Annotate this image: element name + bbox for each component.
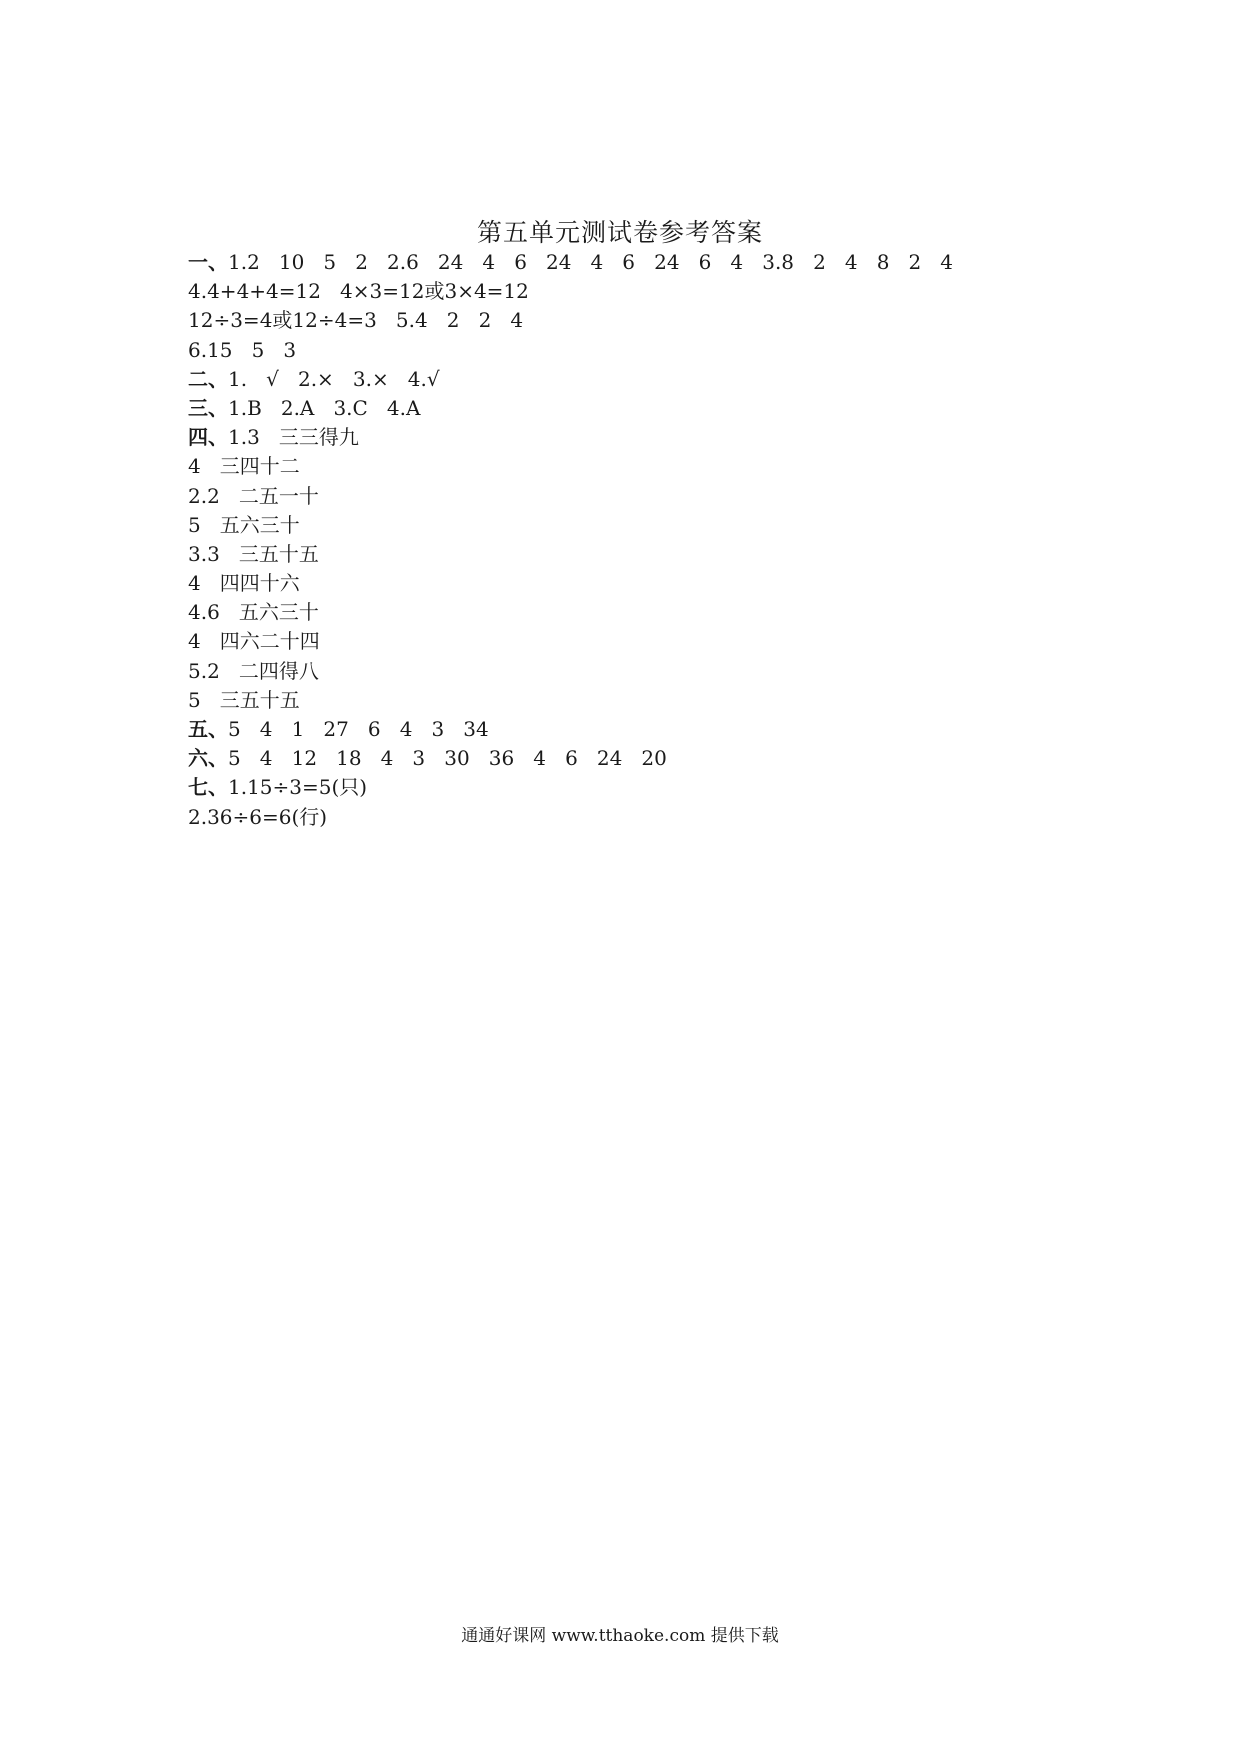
answer-line <box>188 598 1148 627</box>
answer-text: 1.2 10 5 2 2.6 24 4 6 24 4 6 24 6 4 3.8 2 4 8 2 4 <box>228 250 954 274</box>
answer-text: 5 4 12 18 4 3 30 36 4 6 24 20 <box>228 746 667 771</box>
answer-line <box>188 715 1148 744</box>
answer-line <box>188 365 1148 394</box>
answer-line <box>188 423 1148 452</box>
answer-line <box>188 803 1148 832</box>
answer-text: 1.B 2.A 3.C 4.A <box>228 395 421 420</box>
answer-text: 1. √ 2.× 3.× 4.√ <box>228 366 440 391</box>
section-label: 一、 <box>188 250 228 274</box>
answer-text: 4.4+4+4=12 4×3=12或3×4=12 <box>188 279 529 304</box>
answer-line <box>188 569 1148 598</box>
answer-text: 1.3 三三得九 <box>228 425 359 450</box>
answer-line <box>188 482 1148 511</box>
answer-line <box>188 511 1148 540</box>
answer-line <box>188 686 1148 715</box>
answer-text: 4 四六二十四 <box>188 629 320 654</box>
answer-line <box>188 540 1148 569</box>
answer-text: 2.36÷6=6(行) <box>188 804 328 829</box>
page-footer: 通通好课网 www.tthaoke.com 提供下载 <box>461 1626 779 1646</box>
answer-line <box>188 277 1148 306</box>
answer-text: 5 五六三十 <box>188 512 300 537</box>
section-label: 二、 <box>188 366 228 391</box>
answer-text: 6.15 5 3 <box>188 337 297 362</box>
answer-line <box>188 394 1148 423</box>
answer-text: 2.2 二五一十 <box>188 483 319 508</box>
answer-text: 5 4 1 27 6 4 3 34 <box>228 717 489 741</box>
answer-text: 4 四四十六 <box>188 571 300 596</box>
answer-line <box>188 248 1148 277</box>
section-label: 三、 <box>188 395 228 420</box>
answer-text: 4.6 五六三十 <box>188 600 319 625</box>
section-label: 四、 <box>188 425 228 450</box>
answer-text: 12÷3=4或12÷4=3 5.4 2 2 4 <box>188 308 524 333</box>
answer-line <box>188 744 1148 773</box>
answer-line <box>188 657 1148 686</box>
section-label: 七、 <box>188 775 228 800</box>
answer-text: 4 三四十二 <box>188 454 300 479</box>
answer-list <box>188 248 1148 832</box>
answer-line <box>188 627 1148 656</box>
section-label: 五、 <box>188 717 228 741</box>
answer-line <box>188 452 1148 481</box>
section-label: 六、 <box>188 746 228 771</box>
answer-line <box>188 773 1148 802</box>
answer-line <box>188 306 1148 335</box>
answer-text: 5 三五十五 <box>188 687 300 712</box>
answer-line <box>188 336 1148 365</box>
answer-text: 5.2 二四得八 <box>188 658 319 683</box>
answer-text: 1.15÷3=5(只) <box>228 775 368 800</box>
page-title: 第五单元测试卷参考答案 <box>476 218 763 247</box>
answer-text: 3.3 三五十五 <box>188 541 319 566</box>
